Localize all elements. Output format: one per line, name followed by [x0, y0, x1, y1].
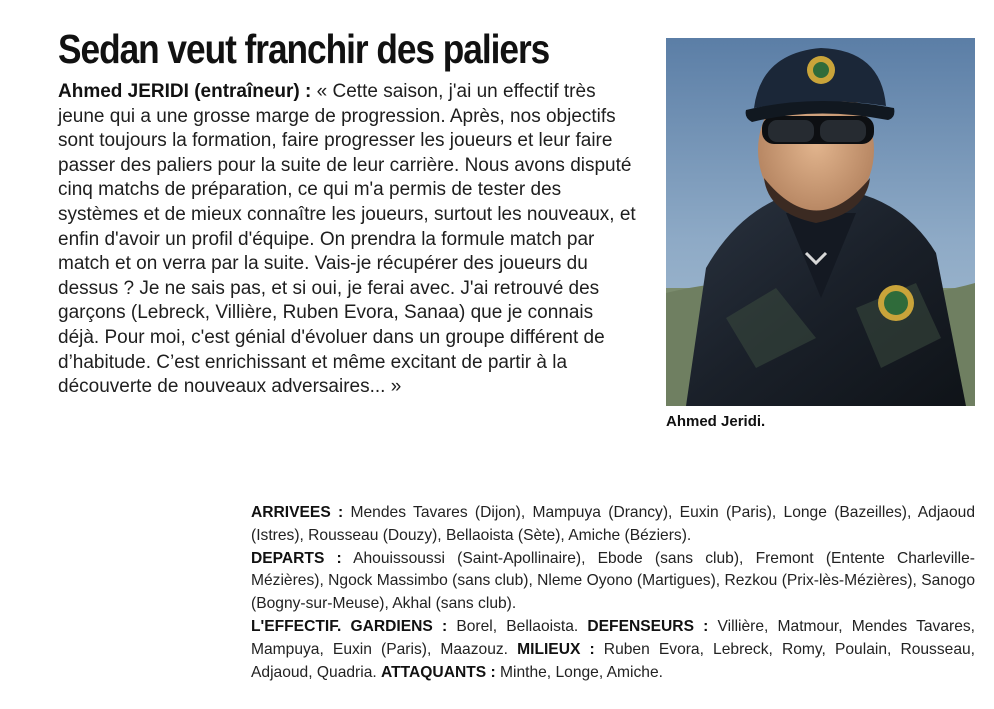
photo-caption: Ahmed Jeridi.	[666, 413, 766, 430]
arrivals-list: Mendes Tavares (Dijon), Mampuya (Drancy), Euxin (Paris), Longe (Bazeilles), Adjaoud (Istres), Rousseau (Douzy), Bellaoista (Sète), Amiche (Béziers).	[251, 504, 975, 544]
squad-box	[251, 502, 975, 684]
roster-section	[251, 616, 975, 684]
departures-list: Ahouissoussi (Saint-Apollinaire), Ebode (sans club), Fremont (Entente Charleville-Mézières), Ngock Massimbo (sans club), Nleme Oyono (Martigues), Rezkou (Prix-lès-Mézières), Sanogo (Bogny-sur-Meuse), Akhal (sans club).	[251, 549, 975, 613]
midfielders-label: MILIEUX :	[517, 640, 595, 658]
goalkeepers-label: L'EFFECTIF. GARDIENS :	[251, 617, 448, 635]
coach-photo	[666, 38, 975, 406]
arrivals-label: ARRIVEES :	[251, 504, 344, 521]
article-headline: Sedan veut franchir des paliers	[58, 26, 550, 72]
goalkeepers-list: Borel, Bellaoista.	[447, 617, 588, 635]
forwards-list: Minthe, Longe, Amiche.	[495, 663, 663, 681]
coach-quote: « Cette saison, j'ai un effectif très jeune qui a une grosse marge de progression. Après, nos objectifs sont toujours la formation, faire progresser les joueurs et leur faire passer des paliers pour la suite de leur carrière. Nous avons disputé cinq matchs de préparation, ce qui m'a permis de tester des systèmes et de mieux connaître les joueurs, surtout les nouveaux, et enfin d'avoir un profil d'équipe. On prendra la formule match par match et on verra par la suite. Vais-je récupérer des joueurs du dessus ? Je ne sais pas, et si oui, je ferai avec. J'ai retrouvé des garçons (Lebreck, Villière, Ruben Evora, Sanaa) que je connais déjà. Pour moi, c'est génial d'évoluer dans un groupe différent de d’habitude. C’est enrichissant et même excitant de partir à la découverte de nouveaux adversaires... »	[58, 81, 636, 398]
speaker-name: Ahmed JERIDI (entraîneur) :	[58, 81, 312, 102]
departures-section	[251, 548, 975, 616]
defenders-label: DEFENSEURS :	[587, 617, 709, 635]
midfielders-list: Ruben Evora, Lebreck, Romy, Poulain, Rousseau, Adjaoud, Quadria.	[251, 640, 975, 681]
defenders-list: Villière, Matmour, Mendes Tavares, Mampuya, Euxin (Paris), Maazouz.	[251, 617, 975, 658]
departures-label: DEPARTS :	[251, 549, 342, 567]
coach-quote-paragraph	[58, 80, 638, 400]
arrivals-section	[251, 502, 975, 548]
forwards-label: ATTAQUANTS :	[381, 663, 496, 681]
